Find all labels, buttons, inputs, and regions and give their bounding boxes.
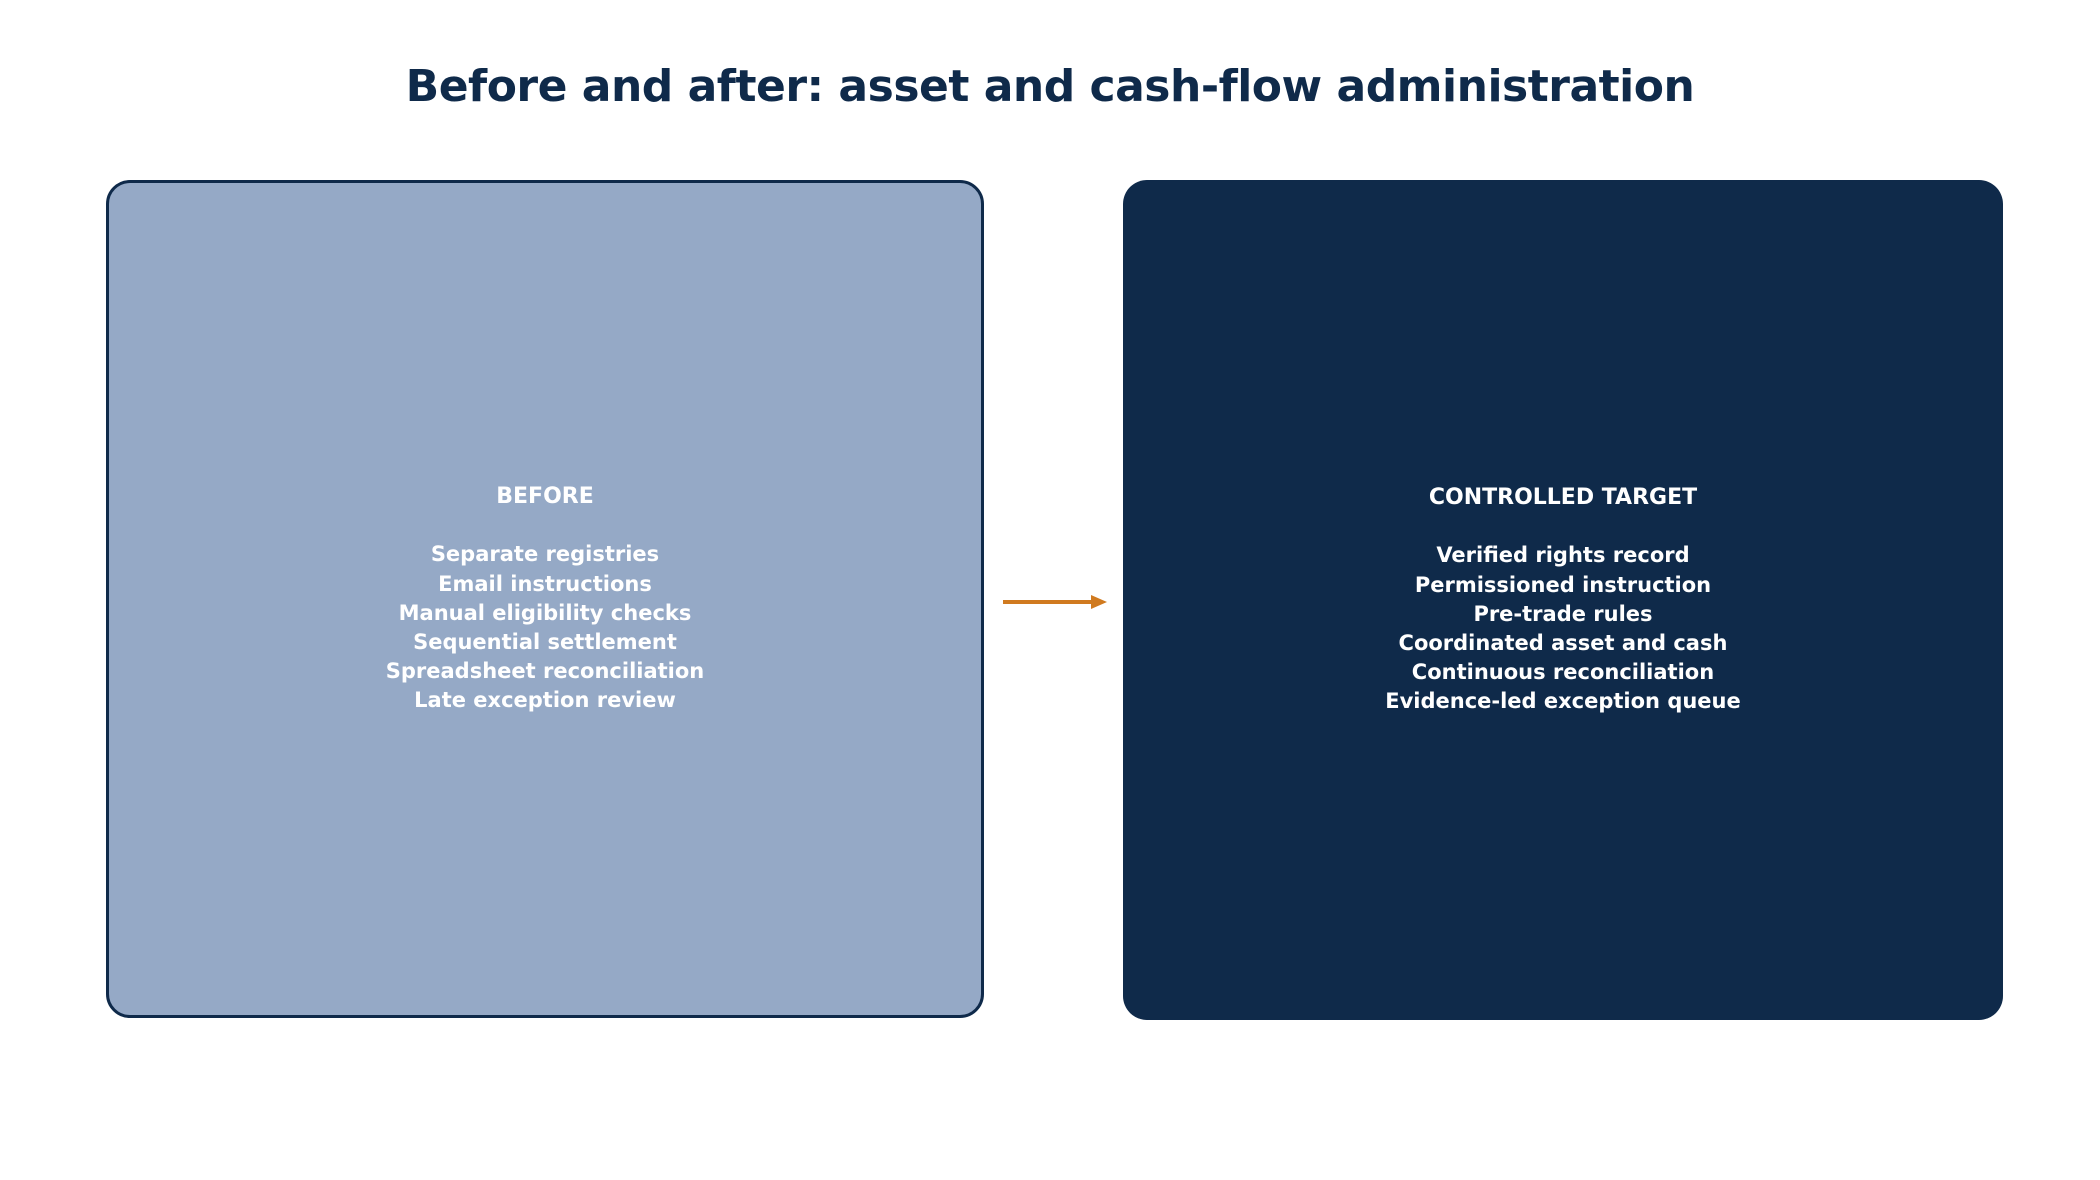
diagram-title: Before and after: asset and cash-flow administration [405,61,1695,113]
before-heading: BEFORE [496,484,594,510]
controlled-target-item: Verified rights record [1436,543,1690,568]
controlled-target-heading: CONTROLLED TARGET [1428,485,1698,511]
before-list [386,540,705,715]
before-item: Email instructions [438,571,652,596]
controlled-target-list [1385,541,1741,716]
controlled-target-item: Coordinated asset and cash [1398,631,1728,655]
before-panel [106,180,984,1018]
controlled-target-item: Permissioned instruction [1414,572,1712,597]
arrow-right-icon [1003,592,1107,612]
controlled-target-item: Evidence-led exception queue [1385,689,1741,714]
before-item: Late exception review [414,688,676,713]
before-item: Spreadsheet reconciliation [385,659,705,684]
controlled-target-item: Continuous reconciliation [1411,660,1715,685]
before-item: Manual eligibility checks [398,600,692,625]
before-item: Separate registries [430,542,660,567]
before-item: Sequential settlement [413,630,677,654]
controlled-target-item: Pre-trade rules [1473,601,1653,626]
controlled-target-panel [1123,180,2003,1020]
